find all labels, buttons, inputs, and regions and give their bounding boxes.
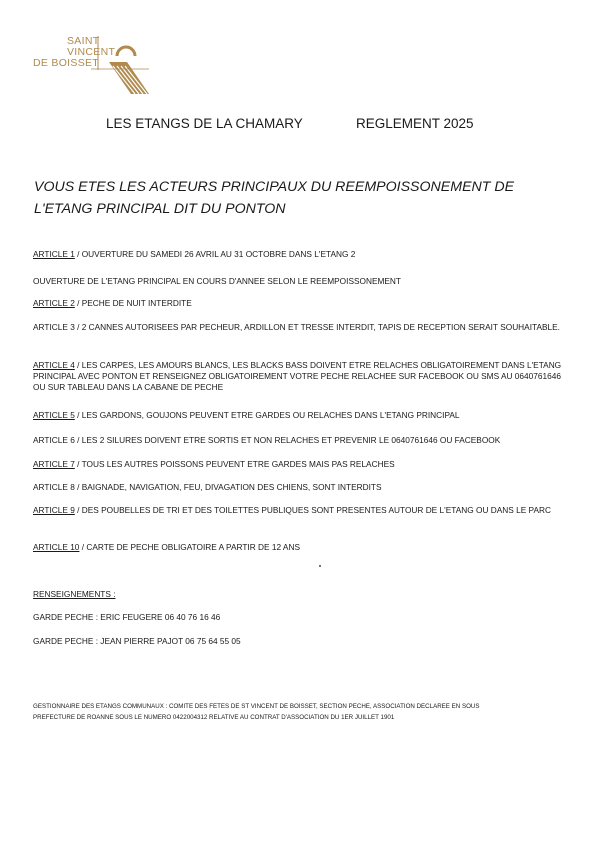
logo-line-1: SAINT: [67, 35, 100, 47]
headline-line-2: L'ETANG PRINCIPAL DIT DU PONTON: [34, 201, 286, 217]
article-text: / PECHE DE NUIT INTERDITE: [74, 298, 192, 308]
article-5: [33, 410, 563, 421]
headline-line-1: VOUS ETES LES ACTEURS PRINCIPAUX DU REEMPOISSONEMENT DE: [34, 179, 515, 195]
contacts-title: RENSEIGNEMENTS :: [33, 589, 116, 599]
document-title: LES ETANGS DE LA CHAMARY: [106, 116, 303, 131]
article-1: [33, 249, 563, 260]
contact-garde-peche-2: GARDE PECHE : JEAN PIERRE PAJOT 06 75 64 55 05: [33, 636, 241, 646]
article-7: [33, 459, 563, 470]
article-number: ARTICLE 1: [33, 249, 75, 259]
article-number: ARTICLE 10: [33, 542, 80, 552]
article-text: / LES GARDONS, GOUJONS PEUVENT ETRE GARDES OU RELACHES DANS L'ETANG PRINCIPAL: [74, 410, 460, 420]
article-text: ARTICLE 3 / 2 CANNES AUTORISEES PAR PECHEUR, ARDILLON ET TRESSE INTERDIT, TAPIS DE RECEPTION SERAIT SOUHAITABLE.: [33, 322, 560, 332]
article-6: [33, 435, 563, 446]
article-number: ARTICLE 9: [33, 505, 75, 515]
regulation-year: REGLEMENT 2025: [356, 116, 474, 131]
article-text: / OUVERTURE DU SAMEDI 26 AVRIL AU 31 OCTOBRE DANS L'ETANG 2: [74, 249, 356, 259]
contact-garde-peche-1: GARDE PECHE : ERIC FEUGERE 06 40 76 16 46: [33, 612, 221, 622]
logo-line-3: DE BOISSET: [33, 57, 100, 69]
article-1-note: [33, 276, 563, 287]
logo-line-2: VINCENT: [67, 46, 116, 58]
article-number: ARTICLE 2: [33, 298, 75, 308]
article-number: ARTICLE 4: [33, 360, 75, 370]
article-8: [33, 482, 563, 493]
saint-vincent-de-boisset-logo: [33, 36, 149, 96]
article-text: / TOUS LES AUTRES POISSONS PEUVENT ETRE GARDES MAIS PAS RELACHES: [74, 459, 395, 469]
article-4: [33, 360, 563, 393]
headline: [34, 176, 554, 220]
article-text: / DES POUBELLES DE TRI ET DES TOILETTES PUBLIQUES SONT PRESENTES AUTOUR DE L'ETANG OU DANS LE PARC: [74, 505, 551, 515]
article-text: / CARTE DE PECHE OBLIGATOIRE A PARTIR DE 12 ANS: [79, 542, 300, 552]
article-text: ARTICLE 6 / LES 2 SILURES DOIVENT ETRE SORTIS ET NON RELACHES ET PREVENIR LE 0640761646 OU FACEBOOK: [33, 435, 501, 445]
footer-legal-note: [33, 701, 563, 723]
footer-line-1: GESTIONNAIRE DES ETANGS COMMUNAUX : COMITE DES FETES DE ST VINCENT DE BOISSET, SECTION PECHE, ASSOCIATION DECLAREE EN SOUS: [33, 703, 480, 710]
article-3: [33, 322, 563, 333]
article-text: OUVERTURE DE L'ETANG PRINCIPAL EN COURS D'ANNEE SELON LE REEMPOISSONEMENT: [33, 276, 401, 286]
article-text: / LES CARPES, LES AMOURS BLANCS, LES BLACKS BASS DOIVENT ETRE RELACHES OBLIGATOIREMENT DANS L'ETANG PRINCIPAL AVEC PONTON ET RENSEIGNEZ OBLIGATOIREMENT VOTRE PECHE RELACHEE SUR FACEBOOK OU SMS AU 0640761646 OU SUR TABLEAU DANS LA CABANE DE PECHE: [33, 360, 562, 392]
footer-line-2: PREFECTURE DE ROANNE SOUS LE NUMERO 0422004312 RELATIVE AU CONTRAT D'ASSOCIATION DU 1ER JUILLET 1901: [33, 714, 395, 721]
logo-emblem-icon: [91, 36, 151, 94]
article-2: [33, 298, 563, 309]
article-10: [33, 542, 563, 553]
article-text: ARTICLE 8 / BAIGNADE, NAVIGATION, FEU, DIVAGATION DES CHIENS, SONT INTERDITS: [33, 482, 382, 492]
article-number: ARTICLE 7: [33, 459, 75, 469]
article-9: [33, 505, 563, 516]
article-number: ARTICLE 5: [33, 410, 75, 420]
stray-dot: [319, 565, 321, 567]
